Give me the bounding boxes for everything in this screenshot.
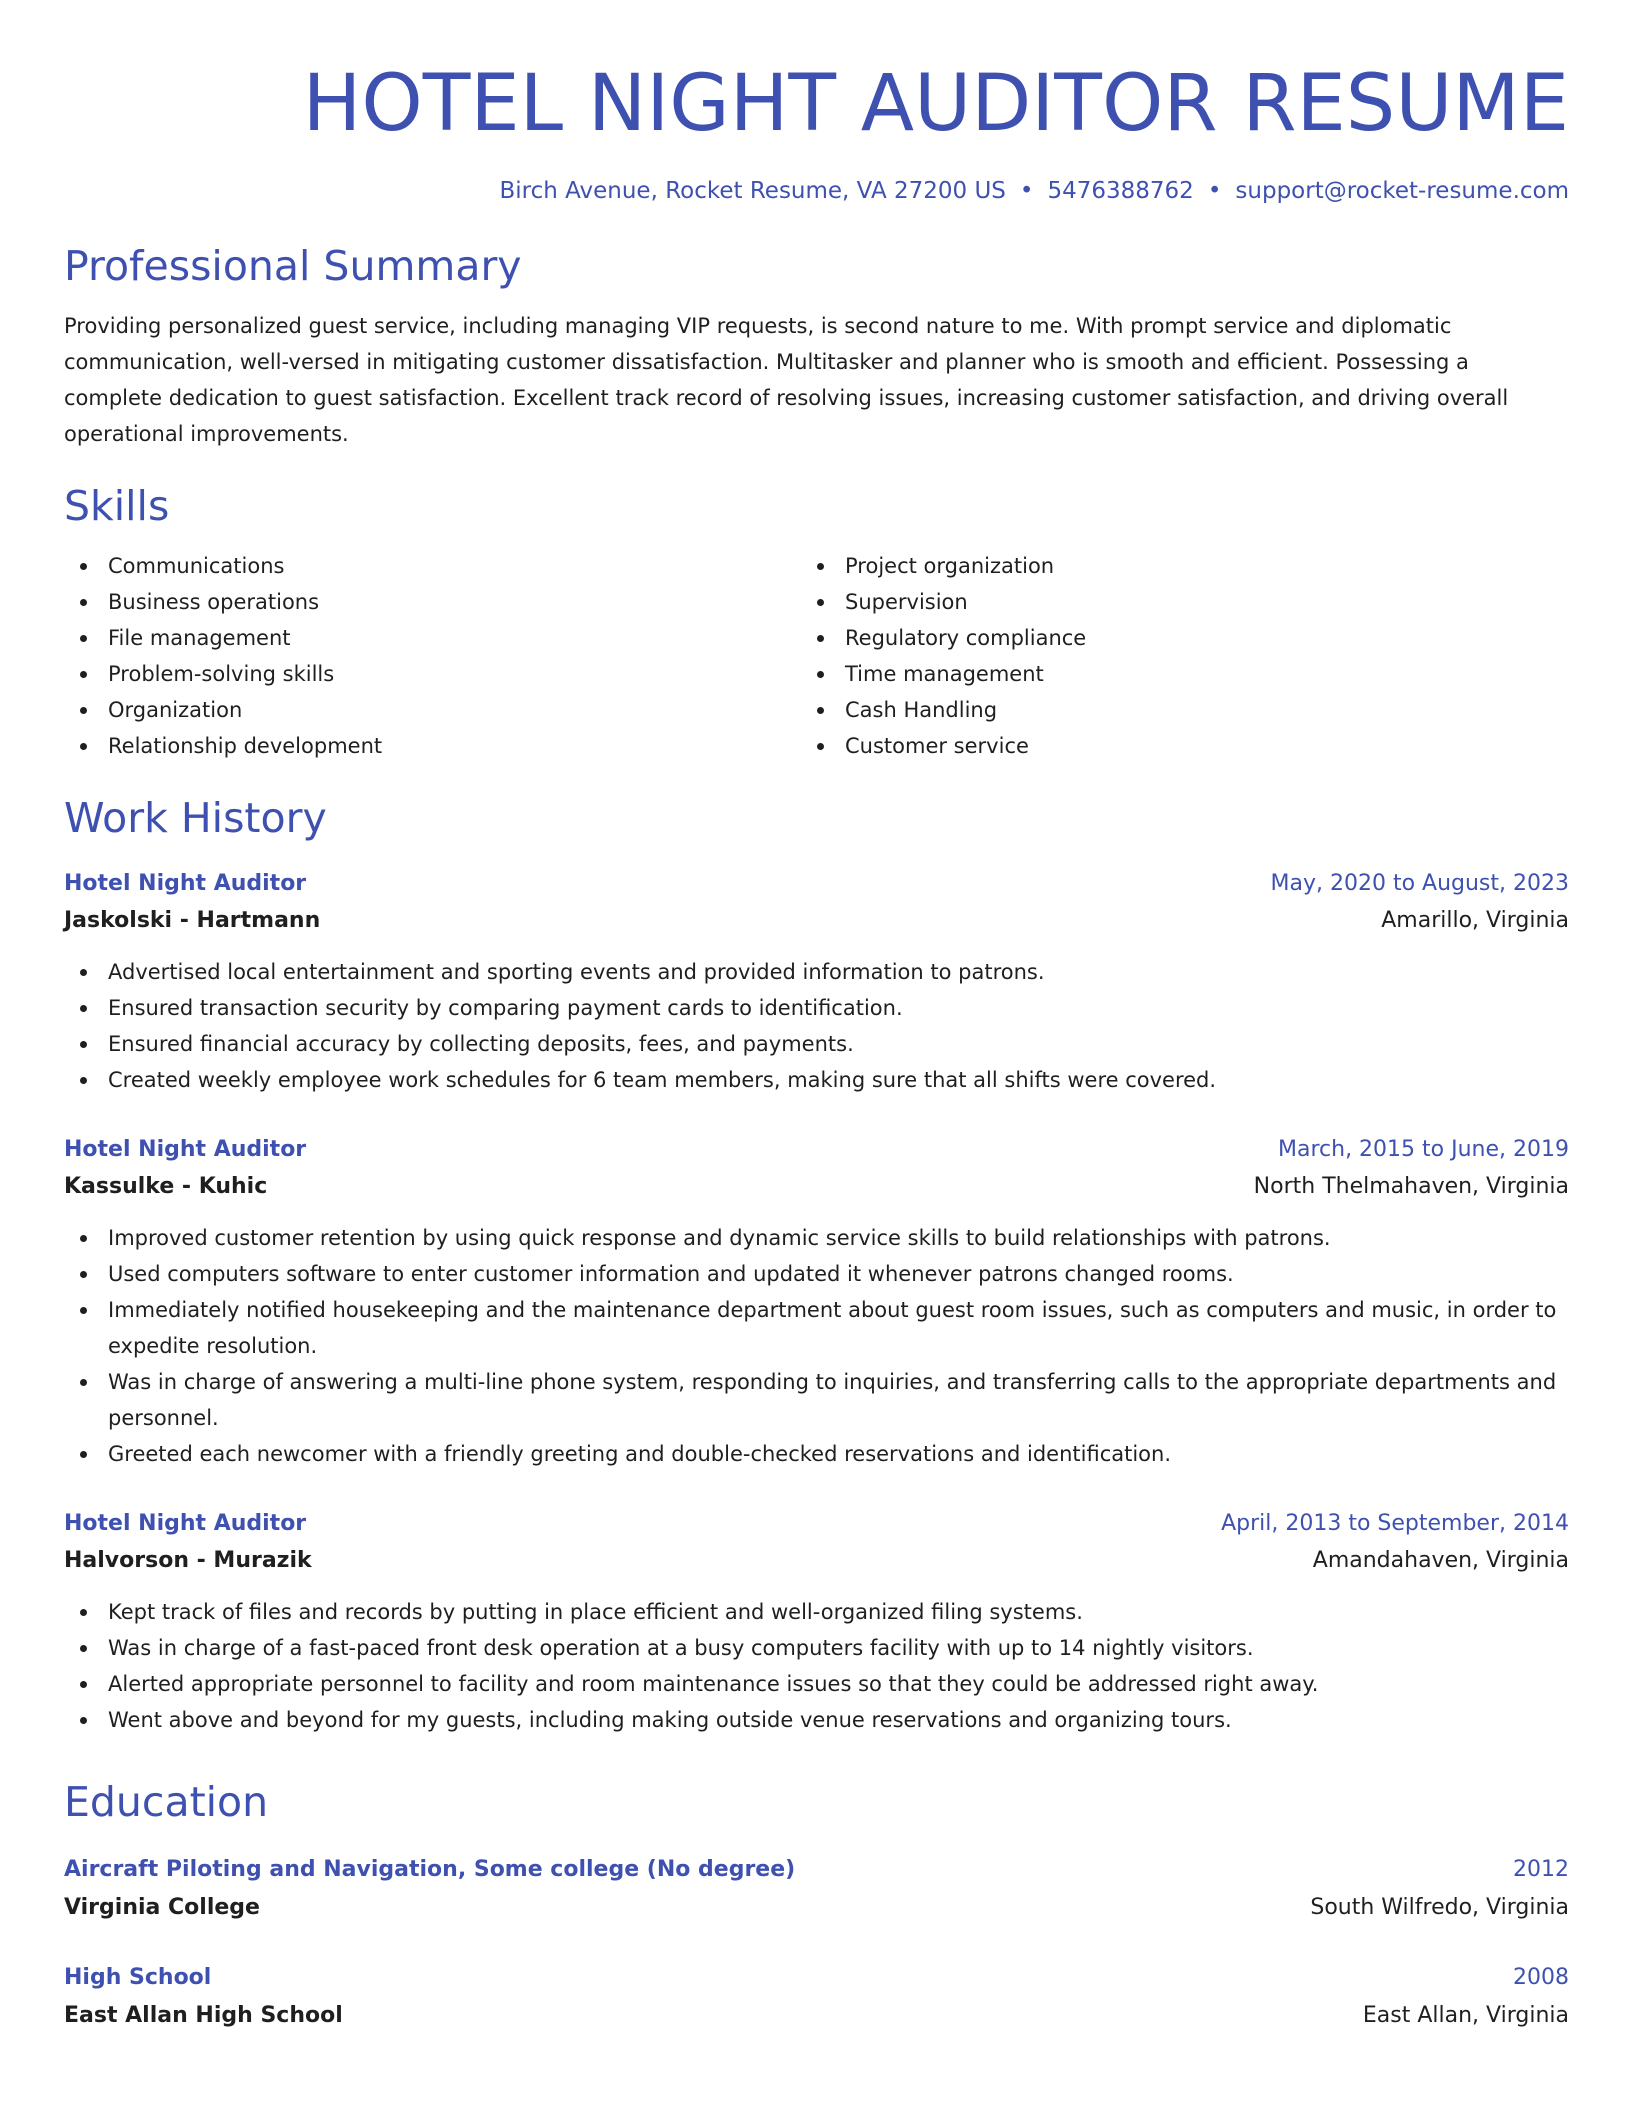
bullet-icon	[817, 563, 824, 570]
skill-item	[801, 620, 1538, 656]
job-bullet-text: Used computers software to enter customer information and updated it whenever patrons changed rooms.	[108, 1262, 1234, 1286]
job-entry	[64, 866, 1569, 1098]
skills-heading: Skills	[64, 482, 170, 530]
bullet-icon	[80, 1041, 87, 1048]
summary-heading: Professional Summary	[64, 242, 522, 290]
job-bullet-text: Improved customer retention by using quick response and dynamic service skills to build relationships with patrons.	[108, 1226, 1331, 1250]
job-bullet	[64, 1062, 1569, 1098]
job-bullet	[64, 1594, 1569, 1630]
job-company-row	[64, 1542, 1569, 1580]
contact-line	[64, 174, 1569, 208]
job-bullet-text: Immediately notified housekeeping and the maintenance department about guest room issues, such as computers and music, in order to expedite resolution.	[108, 1298, 1557, 1358]
education-school: Virginia College	[64, 1895, 260, 1920]
education-school-row	[64, 1996, 1569, 2036]
job-dates: May, 2020 to August, 2023	[1270, 871, 1569, 896]
education-header-row	[64, 1852, 1569, 1888]
job-header-row	[64, 1506, 1569, 1542]
job-bullet	[64, 990, 1569, 1026]
skill-item	[801, 548, 1538, 584]
education-heading: Education	[64, 1778, 269, 1826]
bullet-icon	[817, 599, 824, 606]
job-bullet	[64, 1256, 1569, 1292]
contact-address: Birch Avenue, Rocket Resume, VA 27200 US	[499, 178, 1006, 204]
skill-item	[64, 620, 801, 656]
education-location: East Allan, Virginia	[1362, 2003, 1569, 2028]
education-degree: Aircraft Piloting and Navigation, Some college (No degree)	[64, 1857, 796, 1882]
job-company: Kassulke - Kuhic	[64, 1174, 268, 1199]
skill-label: Customer service	[845, 734, 1029, 758]
job-header-row	[64, 1132, 1569, 1168]
job-bullet-text: Ensured transaction security by comparing payment cards to identification.	[108, 996, 903, 1020]
bullet-icon	[817, 743, 824, 750]
job-company-row	[64, 1168, 1569, 1206]
job-bullet	[64, 1436, 1569, 1472]
job-role: Hotel Night Auditor	[64, 871, 307, 896]
summary-text: Providing personalized guest service, including managing VIP requests, is second nature to me. With prompt service and diplomatic communication, well-versed in mitigating customer dissatisfaction. Multitasker and planner who is smooth and efficient. Possessing a complete dedication to guest satisfaction. Excellent track record of resolving issues, increasing customer satisfaction, and driving overall operational improvements.	[64, 314, 1509, 446]
job-location: Amarillo, Virginia	[1381, 908, 1569, 933]
skill-item	[64, 584, 801, 620]
bullet-icon	[80, 707, 87, 714]
skill-item	[64, 692, 801, 728]
education-header-row	[64, 1960, 1569, 1996]
contact-phone: 5476388762	[1047, 178, 1194, 204]
contact-email: support@rocket-resume.com	[1235, 178, 1569, 204]
bullet-icon	[80, 671, 87, 678]
bullet-icon	[80, 1717, 87, 1724]
education-location: South Wilfredo, Virginia	[1310, 1895, 1569, 1920]
skill-label: Communications	[108, 554, 285, 578]
job-bullet-text: Greeted each newcomer with a friendly greeting and double-checked reservations and identification.	[108, 1442, 1172, 1466]
education-entry	[64, 1852, 1569, 1928]
job-bullets	[64, 1220, 1569, 1472]
resume-title: HOTEL NIGHT AUDITOR RESUME	[302, 59, 1569, 149]
job-bullet	[64, 1666, 1569, 1702]
skill-label: Supervision	[845, 590, 968, 614]
job-bullet	[64, 1026, 1569, 1062]
education-year: 2012	[1513, 1857, 1569, 1882]
skill-label: Business operations	[108, 590, 320, 614]
education-school-row	[64, 1888, 1569, 1928]
skills-column-left	[64, 548, 801, 764]
job-bullet-text: Was in charge of a fast-paced front desk operation at a busy computers facility with up to 14 nightly visitors.	[108, 1636, 1254, 1660]
skill-label: Organization	[108, 698, 243, 722]
contact-separator: •	[1207, 178, 1222, 204]
bullet-icon	[817, 671, 824, 678]
job-bullet-text: Was in charge of answering a multi-line phone system, responding to inquiries, and transferring calls to the appropriate departments and personnel.	[108, 1370, 1557, 1430]
job-header-row	[64, 866, 1569, 902]
skill-label: Cash Handling	[845, 698, 998, 722]
skill-label: Time management	[845, 662, 1044, 686]
job-bullet	[64, 1630, 1569, 1666]
job-bullet	[64, 1292, 1569, 1364]
bullet-icon	[80, 1077, 87, 1084]
bullet-icon	[817, 635, 824, 642]
bullet-icon	[80, 599, 87, 606]
skills-column-right	[801, 548, 1538, 764]
job-dates: April, 2013 to September, 2014	[1221, 1511, 1569, 1536]
bullet-icon	[80, 743, 87, 750]
job-bullet	[64, 954, 1569, 990]
bullet-icon	[817, 707, 824, 714]
job-location: North Thelmahaven, Virginia	[1253, 1174, 1569, 1199]
job-role: Hotel Night Auditor	[64, 1511, 307, 1536]
skill-label: Regulatory compliance	[845, 626, 1087, 650]
job-bullets	[64, 954, 1569, 1098]
bullet-icon	[80, 1005, 87, 1012]
job-entry	[64, 1132, 1569, 1472]
job-company-row	[64, 902, 1569, 940]
bullet-icon	[80, 1645, 87, 1652]
education-school: East Allan High School	[64, 2003, 343, 2028]
bullet-icon	[80, 969, 87, 976]
skill-label: Relationship development	[108, 734, 383, 758]
job-bullet	[64, 1702, 1569, 1738]
education-entry	[64, 1960, 1569, 2036]
skill-item	[64, 728, 801, 764]
contact-separator: •	[1019, 178, 1034, 204]
job-bullet-text: Went above and beyond for my guests, including making outside venue reservations and organizing tours.	[108, 1708, 1232, 1732]
bullet-icon	[80, 1451, 87, 1458]
job-bullet-text: Created weekly employee work schedules for 6 team members, making sure that all shifts were covered.	[108, 1068, 1217, 1092]
bullet-icon	[80, 1609, 87, 1616]
job-bullet-text: Alerted appropriate personnel to facility and room maintenance issues so that they could be addressed right away.	[108, 1672, 1319, 1696]
skill-item	[801, 728, 1538, 764]
job-dates: March, 2015 to June, 2019	[1278, 1137, 1569, 1162]
bullet-icon	[80, 1235, 87, 1242]
skill-item	[801, 584, 1538, 620]
education-year: 2008	[1513, 1965, 1569, 1990]
skill-label: Problem-solving skills	[108, 662, 335, 686]
job-company: Jaskolski - Hartmann	[64, 908, 321, 933]
job-company: Halvorson - Murazik	[64, 1548, 312, 1573]
job-bullet	[64, 1364, 1569, 1436]
job-bullets	[64, 1594, 1569, 1738]
job-bullet-text: Kept track of files and records by putting in place efficient and well-organized filing systems.	[108, 1600, 1083, 1624]
bullet-icon	[80, 1681, 87, 1688]
job-bullet	[64, 1220, 1569, 1256]
bullet-icon	[80, 635, 87, 642]
skill-item	[64, 656, 801, 692]
skill-label: File management	[108, 626, 291, 650]
work-history-heading: Work History	[64, 794, 327, 842]
skills-grid	[64, 548, 1569, 764]
job-location: Amandahaven, Virginia	[1312, 1548, 1569, 1573]
skill-label: Project organization	[845, 554, 1055, 578]
job-bullet-text: Advertised local entertainment and sporting events and provided information to patrons.	[108, 960, 1045, 984]
job-entry	[64, 1506, 1569, 1738]
job-bullet-text: Ensured financial accuracy by collecting deposits, fees, and payments.	[108, 1032, 854, 1056]
bullet-icon	[80, 563, 87, 570]
skill-item	[801, 692, 1538, 728]
bullet-icon	[80, 1307, 87, 1314]
bullet-icon	[80, 1271, 87, 1278]
job-role: Hotel Night Auditor	[64, 1137, 307, 1162]
bullet-icon	[80, 1379, 87, 1386]
education-degree: High School	[64, 1965, 212, 1990]
skill-item	[64, 548, 801, 584]
skill-item	[801, 656, 1538, 692]
